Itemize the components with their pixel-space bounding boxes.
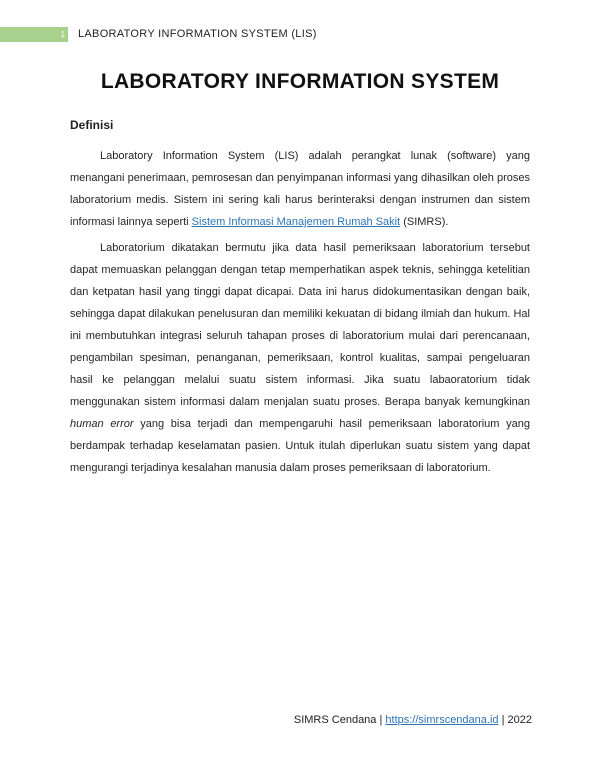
human-error-term: human error [70, 418, 134, 430]
section-heading: Definisi [70, 118, 114, 132]
paragraph-quality [70, 237, 530, 479]
paragraph-definition [70, 145, 530, 233]
page-footer [294, 714, 532, 726]
running-title: LABORATORY INFORMATION SYSTEM (LIS) [78, 28, 317, 40]
paragraph1-text: Laboratory Information System (LIS) adalah perangkat lunak (software) yang menangani penerimaan, pemrosesan dan penyimpanan informasi yang dihasilkan oleh proses laboratorium medis. Sistem ini sering kali harus berinteraksi dengan instrumen dan sistem informasi lainnya seperti [70, 150, 530, 228]
footer-website-link[interactable]: https://simrscendana.id [385, 714, 499, 726]
footer-separator: | [376, 714, 386, 726]
paragraph2-text: Laboratorium dikatakan bermutu jika data hasil pemeriksaan laboratorium tersebut dapat memuaskan pelanggan dengan tetap memperhatikan aspek teknis, sehingga ketelitian dan ketpatan hasil yang tinggi dapat dicapai. Data ini harus didokumentasikan dengan baik, sehingga dapat dilakukan penelusuran dan memiliki kekuatan di bidang ilmiah dan hukum. Hal ini membutuhkan integrasi seluruh tahapan proses di laboratorium mulai dari perencanaan, pengambilan spesiman, penanganan, pemeriksaan, kontrol kualitas, sampai pengeluaran hasil ke pelanggan melalui suatu sistem informasi. Jika suatu labaoratorium tidak menggunakan sistem informasi dalam menjalan suatu proses. Berapa banyak kemungkinan [70, 242, 530, 408]
document-title: LABORATORY INFORMATION SYSTEM [100, 70, 500, 93]
page-number: 1 [0, 27, 68, 42]
footer-brand: SIMRS Cendana [293, 714, 377, 726]
footer-year: 2022 [507, 714, 532, 726]
simrs-link[interactable]: Sistem Informasi Manajemen Rumah Sakit [191, 216, 401, 228]
footer-separator: | [498, 714, 508, 726]
page-header [0, 27, 600, 42]
paragraph1-tail: (SIMRS). [400, 216, 449, 228]
paragraph2-tail: yang bisa terjadi dan mempengaruhi hasil pemeriksaan laboratorium yang berdampak terhadap keselamatan pasien. Untuk itulah diperlukan suatu sistem yang dapat mengurangi terjadinya kesalahan manusia dalam proses pemeriksaan di laboratorium. [70, 418, 530, 474]
